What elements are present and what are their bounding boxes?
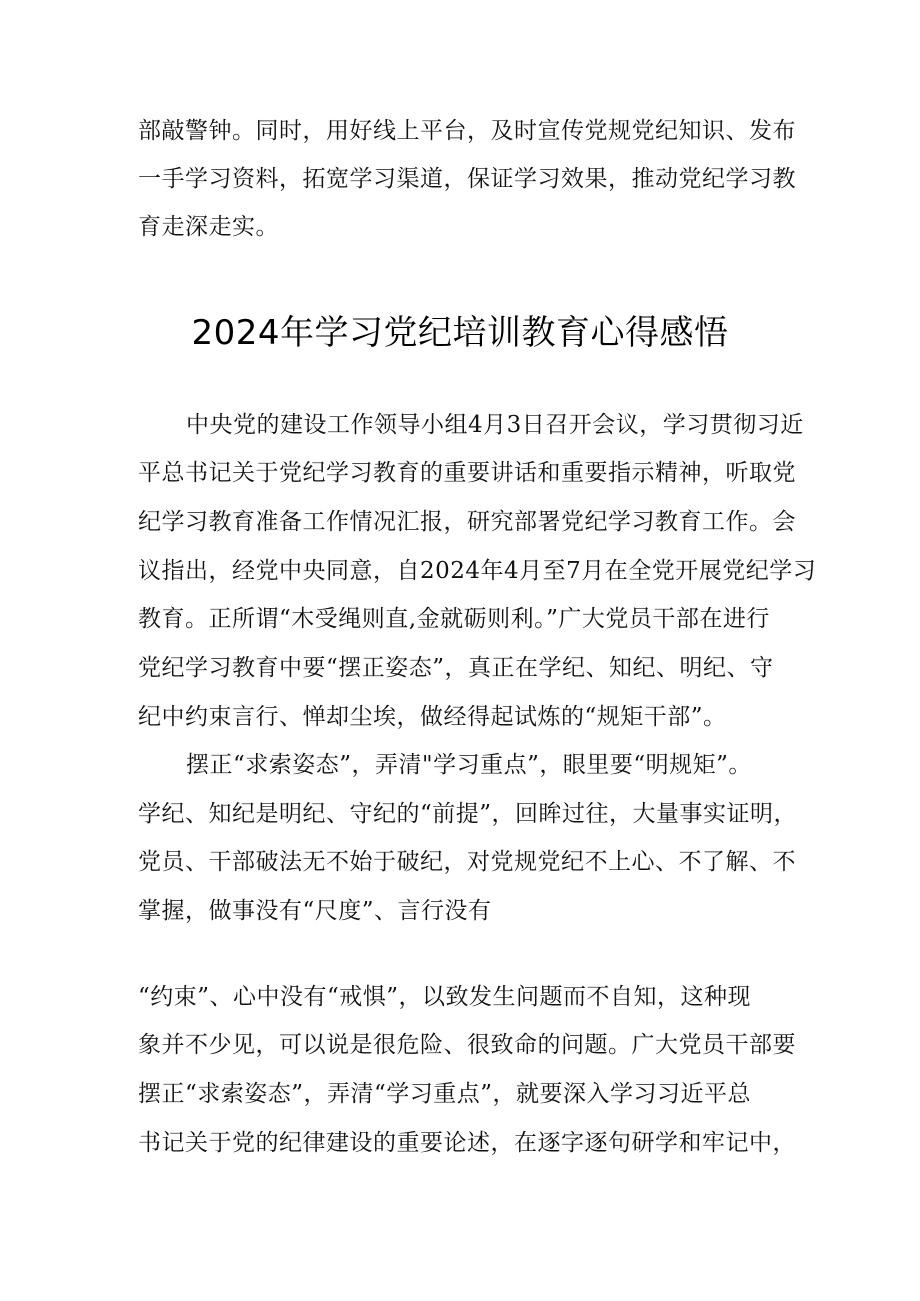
text-line: 教育。正所谓“木受绳则直,金就砺则利。”广大党员干部在进行 — [138, 606, 770, 632]
text-line: 部敲警钟。同时，用好线上平台，及时宣传党规党纪知识、发布 — [138, 118, 796, 144]
text-line: 党员、干部破法无不始于破纪，对党规党纪不上心、不了解、不 — [138, 849, 796, 875]
text-line: 学纪、知纪是明纪、守纪的“前提”，回眸过往，大量事实证明， — [138, 801, 798, 827]
text-line: 党纪学习教育中要“摆正姿态”，真正在学纪、知纪、明纪、守 — [138, 655, 774, 681]
text-line: 议指出，经党中央同意，自2024年4月至7月在全党开展党纪学习 — [138, 558, 817, 584]
text-line: 中央党的建设工作领导小组4月3日召开会议，学习贯彻习近 — [186, 412, 804, 438]
text-line: 平总书记关于党纪学习教育的重要讲话和重要指示精神，听取党 — [138, 460, 796, 486]
text-line: 摆正“求索姿态”，弄清“学习重点”，就要深入学习习近平总 — [138, 1081, 752, 1107]
text-line: 摆正“求索姿态”，弄清"学习重点”，眼里要“明规矩”。 — [186, 752, 752, 778]
text-line: 掌握，做事没有“尺度”、言行没有 — [138, 898, 492, 924]
text-line: “约束”、心中没有“戒惧”，以致发生问题而不自知，这种现 — [138, 984, 752, 1010]
text-line: 纪学习教育准备工作情况汇报，研究部署党纪学习教育工作。会 — [138, 509, 796, 535]
text-line: 育走深走实。 — [138, 214, 279, 240]
text-line: 象并不少见，可以说是很危险、很致命的问题。广大党员干部要 — [138, 1032, 796, 1058]
text-line: 一手学习资料，拓宽学习渠道，保证学习效果，推动党纪学习教 — [138, 166, 796, 192]
text-line: 书记关于党的纪律建设的重要论述，在逐字逐句研学和牢记中， — [138, 1130, 796, 1156]
text-line: 纪中约束言行、惮却尘埃，做经得起试炼的“规矩干部”。 — [138, 704, 727, 730]
article-title: 2024年学习党纪培训教育心得感悟 — [191, 313, 729, 353]
